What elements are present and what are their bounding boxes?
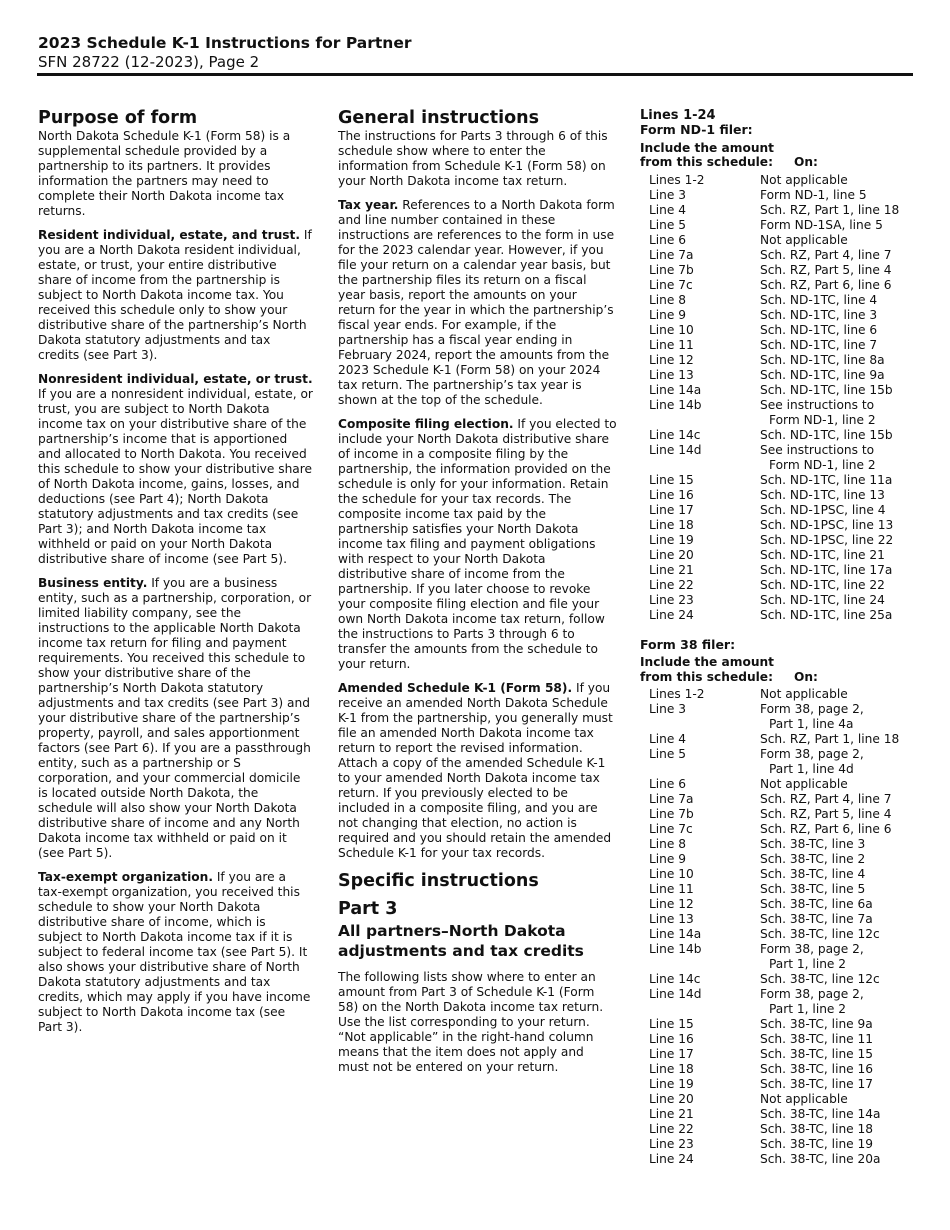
line-row bbox=[649, 563, 915, 578]
line-destination bbox=[760, 1047, 915, 1062]
line-number: Line 14a bbox=[649, 382, 702, 397]
section-text: If you are a tax-exempt organization, you received this schedule to show your North Dakota distributive share of income, which is subject to North Dakota income tax if it is subject to federal income tax (see Part 5). It also shows your distributive share of North Dakota statutory adjustments and tax credits, which may apply if you have income subject to North Dakota income tax (see Part 3). bbox=[38, 870, 311, 1034]
destination-text: Sch. RZ, Part 1, line 18 bbox=[760, 732, 900, 746]
section-label: Resident individual, estate, and trust. bbox=[38, 228, 300, 242]
line-number: Line 13 bbox=[649, 912, 694, 926]
line-destination bbox=[760, 563, 915, 578]
line-destination bbox=[760, 1077, 915, 1092]
line-row bbox=[649, 822, 915, 837]
column-general bbox=[338, 106, 617, 1084]
include-line1: Include the amount bbox=[640, 655, 775, 669]
on-label: On: bbox=[793, 155, 818, 169]
line-number: Line 13 bbox=[649, 367, 694, 382]
line-number: Line 10 bbox=[649, 322, 694, 337]
general-heading: General instructions bbox=[338, 108, 540, 128]
line-destination bbox=[760, 233, 915, 248]
destination-text: Sch. ND-1TC, line 22 bbox=[760, 577, 885, 592]
destination-text: Sch. ND-1TC, line 3 bbox=[760, 307, 878, 322]
line-destination bbox=[760, 927, 915, 942]
general-intro: The instructions for Parts 3 through 6 of this schedule show where to enter the information from Schedule K-1 (Form 58) on your North Dakota income tax return. bbox=[338, 129, 608, 188]
line-row bbox=[649, 1062, 915, 1077]
line-number: Line 7a bbox=[649, 792, 694, 806]
line-destination bbox=[760, 747, 915, 777]
destination-text: Not applicable bbox=[760, 232, 848, 247]
line-row bbox=[649, 777, 915, 792]
line-destination bbox=[760, 912, 915, 927]
destination-text: Sch. ND-1TC, line 6 bbox=[760, 322, 878, 337]
section-text: If you are a North Dakota resident individual, estate, or trust, your entire distributive share of income from the partnership is subject to North Dakota income tax. You received this schedule only to show your distributive share of the partnership’s North Dakota statutory adjustments and tax credits (see Part 3). bbox=[38, 228, 312, 362]
line-row bbox=[649, 942, 915, 972]
line-number: Line 7b bbox=[649, 262, 694, 277]
line-row bbox=[649, 383, 915, 398]
line-row bbox=[649, 1047, 915, 1062]
line-number: Line 14c bbox=[649, 972, 701, 986]
destination-text: Sch. RZ, Part 4, line 7 bbox=[760, 792, 892, 806]
destination-text: Form 38, page 2, bbox=[760, 702, 864, 716]
destination-text: Sch. 38-TC, line 16 bbox=[760, 1062, 874, 1076]
line-destination bbox=[760, 473, 915, 488]
line-number: Line 19 bbox=[649, 1077, 694, 1091]
part3-subtitle-line1: All partners–North Dakota bbox=[338, 922, 566, 940]
line-number: Line 15 bbox=[649, 1017, 694, 1031]
destination-text: Not applicable bbox=[760, 1092, 848, 1106]
part3-text: The following lists show where to enter an amount from Part 3 of Schedule K-1 (Form 58) on the North Dakota income tax return. Use the list corresponding to your return. “Not applicable” in the right-hand column means that the item does not apply and must not be entered on your return. bbox=[338, 970, 604, 1074]
line-destination bbox=[760, 687, 915, 702]
destination-continuation: Part 1, line 4d bbox=[769, 762, 854, 776]
line-number: Line 19 bbox=[649, 532, 694, 547]
line-row bbox=[649, 1107, 915, 1122]
line-number: Line 14a bbox=[649, 927, 702, 941]
line-row bbox=[649, 278, 915, 293]
destination-text: Sch. ND-1TC, line 4 bbox=[760, 292, 878, 307]
line-number: Line 3 bbox=[649, 702, 687, 716]
line-destination bbox=[760, 488, 915, 503]
line-row bbox=[649, 173, 915, 188]
line-number: Line 21 bbox=[649, 562, 694, 577]
line-row bbox=[649, 533, 915, 548]
destination-text: Form ND-1, line 5 bbox=[760, 187, 867, 202]
line-number: Line 21 bbox=[649, 1107, 694, 1121]
line-destination bbox=[760, 732, 915, 747]
line-number: Line 4 bbox=[649, 202, 687, 217]
destination-text: Sch. 38-TC, line 7a bbox=[760, 912, 873, 926]
line-number: Line 11 bbox=[649, 882, 694, 896]
form38-filer-label: Form 38 filer: bbox=[640, 636, 736, 652]
line-number: Line 22 bbox=[649, 1122, 694, 1136]
destination-text: Sch. RZ, Part 6, line 6 bbox=[760, 277, 892, 292]
line-destination bbox=[760, 593, 915, 608]
line-number: Line 5 bbox=[649, 217, 687, 232]
page-subtitle: SFN 28722 (12-2023), Page 2 bbox=[38, 53, 260, 71]
line-row bbox=[649, 248, 915, 263]
section-label: Business entity. bbox=[38, 576, 148, 590]
line-row bbox=[649, 1152, 915, 1167]
section-text: If you are a business entity, such as a partnership, corporation, or limited liability company, see the instructions to the applicable North Dakota income tax return for filing and payment requirements. You received this schedule to show your distributive share of the partnership’s North Dakota statutory adjustments and tax credits (see Part 3) and your distributive share of the partnership’s property, payroll, and sales apportionment factors (see Part 6). If you are a passthrough entity, such as a partnership or S corporation, and your commercial domicile is located outside North Dakota, the schedule will also show your North Dakota distributive share of income and any North Dakota income tax withheld or paid on it (see Part 5). bbox=[38, 576, 312, 860]
line-destination bbox=[760, 1032, 915, 1047]
line-row bbox=[649, 443, 915, 473]
destination-text: Sch. ND-1PSC, line 13 bbox=[760, 517, 894, 532]
line-destination bbox=[760, 203, 915, 218]
destination-text: See instructions to bbox=[760, 442, 875, 457]
line-row bbox=[649, 687, 915, 702]
line-row bbox=[649, 353, 915, 368]
line-destination bbox=[760, 548, 915, 563]
line-row bbox=[649, 867, 915, 882]
destination-text: Form 38, page 2, bbox=[760, 987, 864, 1001]
destination-text: Sch. ND-1TC, line 8a bbox=[760, 352, 885, 367]
line-destination bbox=[760, 353, 915, 368]
line-number: Line 23 bbox=[649, 1137, 694, 1151]
destination-text: Not applicable bbox=[760, 172, 848, 187]
line-row bbox=[649, 927, 915, 942]
line-row bbox=[649, 293, 915, 308]
line-row bbox=[649, 203, 915, 218]
destination-text: Sch. 38-TC, line 5 bbox=[760, 882, 866, 896]
line-number: Line 14b bbox=[649, 397, 702, 412]
destination-text: Sch. 38-TC, line 6a bbox=[760, 897, 873, 911]
line-row bbox=[649, 548, 915, 563]
line-row bbox=[649, 593, 915, 608]
destination-continuation: Part 1, line 2 bbox=[769, 957, 847, 971]
line-row bbox=[649, 912, 915, 927]
line-row bbox=[649, 518, 915, 533]
line-destination bbox=[760, 1137, 915, 1152]
line-number: Line 23 bbox=[649, 592, 694, 607]
line-destination bbox=[760, 428, 915, 443]
section-label: Tax-exempt organization. bbox=[38, 870, 213, 884]
form38-include-header bbox=[640, 655, 915, 684]
amended-section bbox=[338, 681, 617, 861]
destination-text: Sch. 38-TC, line 12c bbox=[760, 972, 880, 986]
section-label: Amended Schedule K-1 (Form 58). bbox=[338, 681, 573, 695]
nd1-include-header bbox=[640, 141, 915, 170]
line-destination bbox=[760, 972, 915, 987]
line-destination bbox=[760, 1092, 915, 1107]
line-row bbox=[649, 1077, 915, 1092]
line-destination bbox=[760, 777, 915, 792]
line-number: Line 3 bbox=[649, 187, 687, 202]
line-row bbox=[649, 702, 915, 732]
destination-text: See instructions to bbox=[760, 397, 875, 412]
line-number: Line 7a bbox=[649, 247, 694, 262]
purpose-intro: North Dakota Schedule K-1 (Form 58) is a supplemental schedule provided by a partnership to its partners. It provides information the partners may need to complete their North Dakota income tax returns. bbox=[38, 129, 291, 218]
include-line2-text: from this schedule: bbox=[640, 155, 773, 169]
line-destination bbox=[760, 1062, 915, 1077]
line-destination bbox=[760, 987, 915, 1017]
destination-text: Sch. ND-1TC, line 25a bbox=[760, 607, 893, 622]
line-destination bbox=[760, 1017, 915, 1032]
line-destination bbox=[760, 822, 915, 837]
destination-continuation: Part 1, line 4a bbox=[769, 717, 854, 731]
line-destination bbox=[760, 852, 915, 867]
line-destination bbox=[760, 807, 915, 822]
section-text: References to a North Dakota form and line number contained in these instructions are references to the form in use for the 2023 calendar year. However, if you file your return on a calendar year basis, but the partnership files its return on a fiscal year basis, report the amounts on your return for the year in which the partnership’s fiscal year ends. For example, if the partnership has a fiscal year ending in February 2024, report the amounts from the 2023 Schedule K-1 (Form 58) on your 2024 tax return. The partnership’s tax year is shown at the top of the schedule. bbox=[338, 198, 615, 407]
line-destination bbox=[760, 383, 915, 398]
line-destination bbox=[760, 837, 915, 852]
line-row bbox=[649, 323, 915, 338]
destination-text: Sch. 38-TC, line 9a bbox=[760, 1017, 873, 1031]
destination-text: Sch. 38-TC, line 19 bbox=[760, 1137, 874, 1151]
line-destination bbox=[760, 1152, 915, 1167]
line-number: Line 9 bbox=[649, 307, 687, 322]
destination-text: Form 38, page 2, bbox=[760, 942, 864, 956]
destination-text: Sch. ND-1TC, line 9a bbox=[760, 367, 885, 382]
line-row bbox=[649, 488, 915, 503]
include-line1: Include the amount bbox=[640, 140, 775, 155]
line-destination bbox=[760, 1107, 915, 1122]
line-number: Line 11 bbox=[649, 337, 694, 352]
line-number: Line 14d bbox=[649, 987, 702, 1001]
destination-text: Sch. RZ, Part 1, line 18 bbox=[760, 202, 900, 217]
line-number: Line 16 bbox=[649, 487, 694, 502]
destination-text: Sch. 38-TC, line 11 bbox=[760, 1032, 874, 1046]
include-line2 bbox=[640, 670, 915, 685]
line-destination bbox=[760, 533, 915, 548]
section-text: If you receive an amended North Dakota Schedule K-1 from the partnership, you generally must file an amended North Dakota income tax return to report the revised information. Attach a copy of the amended Schedule K-1 to your amended North Dakota income tax return. If you previously elected to be included in a composite filing, and you are not changing that election, no action is required and you should retain the amended Schedule K-1 for your tax records. bbox=[338, 681, 613, 860]
line-destination bbox=[760, 338, 915, 353]
line-row bbox=[649, 1032, 915, 1047]
page-header bbox=[38, 34, 913, 72]
line-number: Line 18 bbox=[649, 517, 694, 532]
destination-text: Sch. ND-1TC, line 15b bbox=[760, 427, 893, 442]
line-number: Line 6 bbox=[649, 232, 687, 247]
part3-subtitle-line2: adjustments and tax credits bbox=[338, 941, 584, 960]
line-destination bbox=[760, 278, 915, 293]
destination-text: Sch. 38-TC, line 12c bbox=[760, 927, 880, 941]
line-row bbox=[649, 263, 915, 278]
specific-heading: Specific instructions bbox=[338, 871, 539, 891]
destination-text: Form 38, page 2, bbox=[760, 747, 864, 761]
line-row bbox=[649, 338, 915, 353]
line-number: Line 9 bbox=[649, 852, 687, 866]
line-number: Line 12 bbox=[649, 897, 694, 911]
line-row bbox=[649, 233, 915, 248]
column-purpose bbox=[38, 106, 313, 1044]
line-destination bbox=[760, 323, 915, 338]
section-label: Composite filing election. bbox=[338, 417, 514, 431]
line-destination bbox=[760, 897, 915, 912]
header-divider bbox=[37, 73, 913, 76]
line-destination bbox=[760, 248, 915, 263]
line-number: Line 7b bbox=[649, 807, 694, 821]
destination-text: Sch. ND-1TC, line 24 bbox=[760, 592, 885, 607]
line-number: Line 8 bbox=[649, 837, 687, 851]
nonresident-section bbox=[38, 372, 313, 567]
line-number: Line 15 bbox=[649, 472, 694, 487]
line-row bbox=[649, 732, 915, 747]
line-number: Line 17 bbox=[649, 502, 694, 517]
destination-text: Sch. 38-TC, line 18 bbox=[760, 1122, 874, 1136]
line-number: Line 24 bbox=[649, 1152, 694, 1166]
line-number: Lines 1-2 bbox=[649, 172, 705, 187]
line-row bbox=[649, 503, 915, 518]
line-destination bbox=[760, 308, 915, 323]
destination-text: Not applicable bbox=[760, 777, 848, 791]
line-row bbox=[649, 428, 915, 443]
destination-text: Sch. ND-1TC, line 17a bbox=[760, 562, 893, 577]
column-lines bbox=[640, 108, 915, 1167]
on-label: On: bbox=[793, 669, 818, 684]
line-number: Line 20 bbox=[649, 1092, 694, 1106]
line-number: Line 14d bbox=[649, 442, 702, 457]
destination-continuation: Form ND-1, line 2 bbox=[769, 412, 876, 427]
line-number: Line 8 bbox=[649, 292, 687, 307]
destination-text: Sch. RZ, Part 5, line 4 bbox=[760, 807, 892, 821]
line-number: Line 10 bbox=[649, 867, 694, 881]
destination-text: Sch. ND-1TC, line 15b bbox=[760, 382, 893, 397]
destination-continuation: Form ND-1, line 2 bbox=[769, 457, 876, 472]
line-number: Lines 1-2 bbox=[649, 687, 705, 701]
line-row bbox=[649, 398, 915, 428]
line-row bbox=[649, 882, 915, 897]
line-number: Line 18 bbox=[649, 1062, 694, 1076]
line-number: Line 7c bbox=[649, 277, 693, 292]
line-row bbox=[649, 852, 915, 867]
line-row bbox=[649, 473, 915, 488]
line-number: Line 24 bbox=[649, 607, 694, 622]
destination-text: Not applicable bbox=[760, 687, 848, 701]
line-number: Line 16 bbox=[649, 1032, 694, 1046]
nd1-filer-label: Form ND-1 filer: bbox=[640, 122, 753, 137]
destination-text: Sch. 38-TC, line 20a bbox=[760, 1152, 881, 1166]
tax-year-section bbox=[338, 198, 617, 408]
line-destination bbox=[760, 263, 915, 278]
destination-text: Sch. RZ, Part 6, line 6 bbox=[760, 822, 892, 836]
destination-text: Form ND-1SA, line 5 bbox=[760, 217, 883, 232]
line-row bbox=[649, 368, 915, 383]
line-row bbox=[649, 972, 915, 987]
destination-text: Sch. RZ, Part 4, line 7 bbox=[760, 247, 892, 262]
line-row bbox=[649, 188, 915, 203]
part3-title: Part 3 bbox=[338, 899, 398, 919]
line-destination bbox=[760, 398, 915, 428]
line-destination bbox=[760, 188, 915, 203]
resident-section bbox=[38, 228, 313, 363]
line-row bbox=[649, 218, 915, 233]
line-row bbox=[649, 987, 915, 1017]
destination-text: Sch. ND-1TC, line 21 bbox=[760, 547, 885, 562]
line-row bbox=[649, 792, 915, 807]
line-row bbox=[649, 897, 915, 912]
line-number: Line 20 bbox=[649, 547, 694, 562]
destination-text: Sch. ND-1TC, line 13 bbox=[760, 487, 885, 502]
line-row bbox=[649, 807, 915, 822]
line-number: Line 5 bbox=[649, 747, 687, 761]
line-row bbox=[649, 578, 915, 593]
line-row bbox=[649, 1137, 915, 1152]
line-row bbox=[649, 1017, 915, 1032]
destination-text: Sch. 38-TC, line 15 bbox=[760, 1047, 874, 1061]
line-destination bbox=[760, 882, 915, 897]
line-destination bbox=[760, 702, 915, 732]
line-destination bbox=[760, 608, 915, 623]
line-number: Line 17 bbox=[649, 1047, 694, 1061]
destination-text: Sch. RZ, Part 5, line 4 bbox=[760, 262, 892, 277]
line-row bbox=[649, 1092, 915, 1107]
business-entity-section bbox=[38, 576, 313, 861]
line-row bbox=[649, 1122, 915, 1137]
line-destination bbox=[760, 443, 915, 473]
line-destination bbox=[760, 792, 915, 807]
destination-text: Sch. ND-1PSC, line 4 bbox=[760, 502, 886, 517]
tax-exempt-section bbox=[38, 870, 313, 1035]
line-row bbox=[649, 837, 915, 852]
line-row bbox=[649, 608, 915, 623]
lines-title: Lines 1-24 bbox=[640, 108, 716, 123]
line-destination bbox=[760, 218, 915, 233]
include-line2-text: from this schedule: bbox=[640, 669, 773, 684]
line-destination bbox=[760, 518, 915, 533]
line-row bbox=[649, 747, 915, 777]
page-title: 2023 Schedule K-1 Instructions for Partner bbox=[38, 34, 412, 52]
nd1-line-table bbox=[649, 173, 915, 623]
line-number: Line 6 bbox=[649, 777, 687, 791]
line-number: Line 14c bbox=[649, 427, 701, 442]
line-number: Line 22 bbox=[649, 577, 694, 592]
line-destination bbox=[760, 1122, 915, 1137]
line-destination bbox=[760, 368, 915, 383]
line-destination bbox=[760, 503, 915, 518]
line-destination bbox=[760, 173, 915, 188]
destination-text: Sch. 38-TC, line 3 bbox=[760, 837, 866, 851]
composite-section bbox=[338, 417, 617, 672]
section-text: If you are a nonresident individual, estate, or trust, you are subject to North Dakota income tax on your distributive share of the partnership’s income that is apportioned and allocated to North Dakota. You received this schedule to show your distributive share of North Dakota income, gains, losses, and deductions (see Part 4); North Dakota statutory adjustments and tax credits (see Part 3); and North Dakota income tax withheld or paid on your North Dakota distributive share of income (see Part 5). bbox=[38, 387, 313, 566]
purpose-heading: Purpose of form bbox=[38, 108, 198, 128]
section-text: If you elected to include your North Dakota distributive share of income in a composite filing by the partnership, the information provided on the schedule is only for your information. Retain the schedule for your tax records. The composite income tax paid by the partnership satisfies your North Dakota income tax filing and payment obligations with respect to your North Dakota distributive share of income from the partnership. If you later choose to revoke your composite filing election and file your own North Dakota income tax return, follow the instructions to Parts 3 through 6 to transfer the amounts from the schedule to your return. bbox=[338, 417, 617, 671]
destination-text: Sch. 38-TC, line 2 bbox=[760, 852, 866, 866]
line-destination bbox=[760, 867, 915, 882]
line-number: Line 4 bbox=[649, 732, 687, 746]
line-row bbox=[649, 308, 915, 323]
destination-text: Sch. 38-TC, line 14a bbox=[760, 1107, 881, 1121]
destination-text: Sch. ND-1TC, line 7 bbox=[760, 337, 878, 352]
destination-text: Sch. ND-1PSC, line 22 bbox=[760, 532, 894, 547]
line-number: Line 7c bbox=[649, 822, 693, 836]
section-label: Tax year. bbox=[338, 198, 399, 212]
include-line2 bbox=[640, 155, 915, 170]
line-number: Line 12 bbox=[649, 352, 694, 367]
destination-text: Sch. 38-TC, line 17 bbox=[760, 1077, 874, 1091]
destination-text: Sch. ND-1TC, line 11a bbox=[760, 472, 893, 487]
line-number: Line 14b bbox=[649, 942, 702, 956]
line-destination bbox=[760, 293, 915, 308]
destination-continuation: Part 1, line 2 bbox=[769, 1002, 847, 1016]
destination-text: Sch. 38-TC, line 4 bbox=[760, 867, 866, 881]
line-destination bbox=[760, 578, 915, 593]
line-destination bbox=[760, 942, 915, 972]
section-label: Nonresident individual, estate, or trust. bbox=[38, 372, 313, 386]
form38-line-table bbox=[649, 687, 915, 1167]
